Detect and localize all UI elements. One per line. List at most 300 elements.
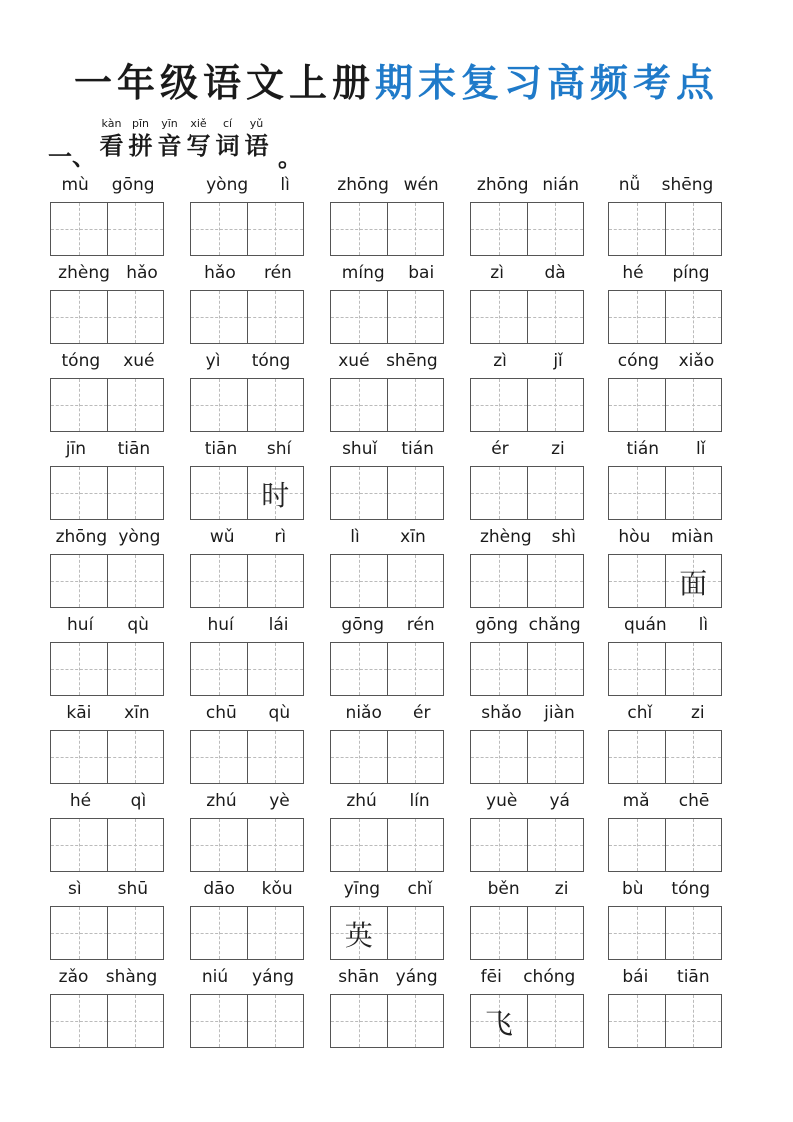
writing-boxes — [330, 730, 444, 784]
title-part-black: 一年级语文上册 — [73, 60, 375, 105]
syllable: yuè — [486, 791, 518, 811]
tianzige-box[interactable] — [51, 291, 108, 343]
exercise-row — [50, 786, 750, 874]
syllable: xīn — [400, 527, 426, 547]
tianzige-box[interactable] — [331, 467, 388, 519]
tianzige-box[interactable] — [471, 731, 528, 783]
word-exercise — [608, 258, 724, 344]
tianzige-box[interactable] — [248, 995, 304, 1047]
exercise-row — [50, 874, 750, 962]
tianzige-box[interactable] — [388, 643, 444, 695]
syllable: hǎo — [204, 263, 236, 283]
syllable: rì — [274, 527, 287, 547]
tianzige-box[interactable] — [528, 203, 584, 255]
tianzige-box[interactable] — [51, 907, 108, 959]
tianzige-box[interactable] — [331, 643, 388, 695]
tianzige-box[interactable] — [331, 291, 388, 343]
title-char-pinyin: yǔ — [249, 117, 264, 130]
tianzige-box[interactable] — [388, 555, 444, 607]
syllable: zi — [690, 703, 705, 723]
tianzige-box[interactable] — [666, 643, 722, 695]
syllable: shēng — [661, 175, 714, 195]
syllable: jiàn — [544, 703, 575, 723]
syllable: hé — [622, 263, 644, 283]
tianzige-box[interactable] — [609, 467, 666, 519]
tianzige-box[interactable] — [388, 467, 444, 519]
exercise-row — [50, 610, 750, 698]
tianzige-box[interactable] — [666, 731, 722, 783]
word-pinyin — [50, 698, 166, 728]
tianzige-box[interactable] — [388, 907, 444, 959]
title-char-hanzi: 词 — [215, 131, 240, 160]
word-exercise — [470, 258, 586, 344]
syllable: chǐ — [407, 879, 433, 899]
writing-boxes — [50, 642, 164, 696]
syllable: yīng — [343, 879, 381, 899]
writing-boxes — [470, 290, 584, 344]
written-char: 英 — [344, 919, 373, 952]
word-exercise — [50, 434, 166, 520]
tianzige-box[interactable] — [51, 731, 108, 783]
tianzige-box[interactable] — [191, 907, 248, 959]
word-pinyin — [470, 610, 586, 640]
title-char-pinyin: yīn — [161, 117, 178, 130]
syllable: zhèng — [58, 263, 110, 283]
word-exercise — [608, 786, 724, 872]
tianzige-box[interactable] — [609, 379, 666, 431]
syllable: zhōng — [337, 175, 389, 195]
tianzige-box[interactable] — [191, 291, 248, 343]
writing-boxes — [330, 554, 444, 608]
writing-boxes — [330, 202, 444, 256]
word-pinyin — [608, 610, 724, 640]
word-exercise — [190, 522, 306, 608]
word-pinyin — [50, 258, 166, 288]
title-char — [185, 117, 212, 161]
word-pinyin — [330, 346, 446, 376]
syllable: cóng — [617, 351, 660, 371]
tianzige-box[interactable] — [471, 819, 528, 871]
word-pinyin — [470, 346, 586, 376]
word-pinyin — [330, 698, 446, 728]
tianzige-box[interactable] — [528, 643, 584, 695]
syllable: huí — [207, 615, 234, 635]
word-exercise — [470, 610, 586, 696]
word-pinyin — [608, 170, 724, 200]
writing-boxes — [330, 290, 444, 344]
title-char — [243, 117, 270, 161]
written-char: 时 — [261, 479, 290, 512]
syllable: rén — [263, 263, 292, 283]
word-pinyin — [50, 610, 166, 640]
syllable: píng — [672, 263, 710, 283]
word-pinyin — [330, 786, 446, 816]
exercise-row — [50, 962, 750, 1050]
tianzige-box[interactable] — [51, 995, 108, 1047]
tianzige-box[interactable] — [388, 291, 444, 343]
word-exercise — [470, 434, 586, 520]
syllable: lì — [280, 175, 290, 195]
word-pinyin — [330, 962, 446, 992]
word-exercise — [608, 170, 724, 256]
writing-boxes — [190, 554, 304, 608]
tianzige-box[interactable] — [248, 819, 304, 871]
tianzige-box[interactable] — [248, 379, 304, 431]
word-exercise — [470, 346, 586, 432]
syllable: zǎo — [58, 967, 89, 987]
title-char-pinyin: kàn — [101, 117, 122, 130]
writing-boxes — [50, 378, 164, 432]
word-pinyin — [470, 874, 586, 904]
writing-boxes — [50, 818, 164, 872]
writing-boxes — [330, 642, 444, 696]
writing-boxes — [608, 642, 722, 696]
title-part-blue: 期末复习高频考点 — [375, 60, 720, 105]
syllable: rén — [406, 615, 435, 635]
written-char: 面 — [679, 567, 708, 600]
tianzige-box[interactable] — [108, 907, 164, 959]
title-char-pinyin: cí — [222, 117, 233, 130]
exercise-row — [50, 258, 750, 346]
writing-boxes — [50, 466, 164, 520]
syllable: jīn — [65, 439, 87, 459]
syllable: zhú — [346, 791, 377, 811]
syllable: yòng — [206, 175, 249, 195]
tianzige-box[interactable] — [609, 995, 666, 1047]
writing-boxes — [190, 290, 304, 344]
tianzige-box[interactable] — [248, 643, 304, 695]
word-pinyin — [608, 786, 724, 816]
writing-boxes — [190, 466, 304, 520]
word-pinyin — [470, 522, 586, 552]
syllable: shì — [551, 527, 577, 547]
writing-boxes — [608, 994, 722, 1048]
word-exercise — [50, 610, 166, 696]
tianzige-box[interactable] — [388, 995, 444, 1047]
syllable: zi — [554, 879, 569, 899]
syllable: xué — [123, 351, 155, 371]
syllable: wén — [403, 175, 439, 195]
syllable: yáng — [395, 967, 438, 987]
syllable: shān — [338, 967, 380, 987]
syllable: ér — [491, 439, 509, 459]
word-pinyin — [50, 346, 166, 376]
syllable: qù — [127, 615, 149, 635]
word-pinyin — [470, 434, 586, 464]
tianzige-box[interactable] — [388, 819, 444, 871]
word-exercise — [190, 962, 306, 1048]
word-pinyin — [190, 258, 306, 288]
syllable: yáng — [252, 967, 295, 987]
word-pinyin — [50, 786, 166, 816]
word-pinyin — [330, 170, 446, 200]
word-exercise — [608, 346, 724, 432]
syllable: tiān — [117, 439, 151, 459]
syllable: qù — [268, 703, 291, 723]
word-pinyin — [50, 170, 166, 200]
word-pinyin — [190, 698, 306, 728]
writing-boxes — [470, 466, 584, 520]
tianzige-box[interactable] — [248, 291, 304, 343]
tianzige-box[interactable] — [248, 203, 304, 255]
tianzige-box[interactable] — [331, 819, 388, 871]
exercise-row — [50, 698, 750, 786]
tianzige-box[interactable] — [609, 643, 666, 695]
tianzige-box[interactable] — [331, 555, 388, 607]
writing-boxes — [330, 994, 444, 1048]
tianzige-box[interactable] — [388, 203, 444, 255]
tianzige-box[interactable] — [666, 379, 722, 431]
word-exercise — [608, 434, 724, 520]
title-char — [156, 117, 183, 161]
syllable: lì — [350, 527, 360, 547]
word-pinyin — [470, 698, 586, 728]
writing-boxes — [190, 378, 304, 432]
word-pinyin — [190, 522, 306, 552]
tianzige-box[interactable] — [331, 907, 388, 959]
tianzige-box[interactable] — [108, 819, 164, 871]
tianzige-box[interactable] — [51, 467, 108, 519]
tianzige-box[interactable] — [471, 555, 528, 607]
writing-boxes — [608, 202, 722, 256]
tianzige-box[interactable] — [609, 555, 666, 607]
tianzige-box[interactable] — [528, 731, 584, 783]
tianzige-box[interactable] — [471, 291, 528, 343]
word-pinyin — [330, 258, 446, 288]
word-pinyin — [608, 874, 724, 904]
tianzige-box[interactable] — [471, 203, 528, 255]
tianzige-box[interactable] — [388, 731, 444, 783]
writing-boxes — [470, 818, 584, 872]
tianzige-box[interactable] — [609, 907, 666, 959]
tianzige-box[interactable] — [331, 203, 388, 255]
syllable: zì — [493, 351, 507, 371]
syllable: yá — [549, 791, 570, 811]
writing-boxes — [470, 554, 584, 608]
tianzige-box[interactable] — [471, 379, 528, 431]
word-pinyin — [190, 170, 306, 200]
tianzige-box[interactable] — [248, 731, 304, 783]
word-exercise — [330, 170, 446, 256]
word-pinyin — [190, 610, 306, 640]
writing-boxes — [50, 994, 164, 1048]
writing-boxes — [50, 290, 164, 344]
word-exercise — [470, 962, 586, 1048]
tianzige-box[interactable] — [108, 643, 164, 695]
tianzige-box[interactable] — [108, 467, 164, 519]
syllable: shǎo — [481, 703, 522, 723]
syllable: bai — [408, 263, 435, 283]
word-exercise — [50, 786, 166, 872]
tianzige-box[interactable] — [471, 995, 528, 1047]
word-exercise — [50, 962, 166, 1048]
tianzige-box[interactable] — [528, 467, 584, 519]
syllable: chǐ — [627, 703, 653, 723]
word-exercise — [50, 698, 166, 784]
word-exercise — [470, 698, 586, 784]
syllable: chū — [205, 703, 237, 723]
syllable: shí — [266, 439, 292, 459]
word-pinyin — [470, 962, 586, 992]
tianzige-box[interactable] — [388, 379, 444, 431]
tianzige-box[interactable] — [528, 555, 584, 607]
writing-boxes — [608, 818, 722, 872]
syllable: míng — [341, 263, 385, 283]
tianzige-box[interactable] — [666, 467, 722, 519]
syllable: niú — [201, 967, 229, 987]
tianzige-box[interactable] — [471, 643, 528, 695]
writing-boxes — [190, 642, 304, 696]
tianzige-box[interactable] — [331, 731, 388, 783]
syllable: zì — [490, 263, 504, 283]
writing-boxes — [50, 554, 164, 608]
writing-boxes — [190, 202, 304, 256]
syllable: hòu — [618, 527, 651, 547]
tianzige-box[interactable] — [609, 203, 666, 255]
word-pinyin — [608, 346, 724, 376]
writing-boxes — [330, 466, 444, 520]
writing-boxes — [608, 906, 722, 960]
word-pinyin — [608, 698, 724, 728]
tianzige-box[interactable] — [666, 907, 722, 959]
tianzige-box[interactable] — [666, 819, 722, 871]
tianzige-box[interactable] — [191, 467, 248, 519]
writing-boxes — [608, 730, 722, 784]
syllable: tóng — [61, 351, 101, 371]
tianzige-box[interactable] — [528, 819, 584, 871]
tianzige-box[interactable] — [666, 203, 722, 255]
syllable: niǎo — [345, 703, 382, 723]
tianzige-box[interactable] — [191, 819, 248, 871]
word-pinyin — [470, 170, 586, 200]
syllable: jǐ — [553, 351, 563, 371]
word-exercise — [190, 434, 306, 520]
exercise-row — [50, 346, 750, 434]
writing-boxes — [50, 202, 164, 256]
tianzige-box[interactable] — [108, 203, 164, 255]
tianzige-box[interactable] — [528, 907, 584, 959]
word-exercise — [608, 962, 724, 1048]
writing-boxes — [330, 906, 444, 960]
tianzige-box[interactable] — [331, 995, 388, 1047]
word-pinyin — [50, 434, 166, 464]
tianzige-box[interactable] — [51, 819, 108, 871]
word-exercise — [330, 962, 446, 1048]
syllable: zhú — [206, 791, 237, 811]
word-exercise — [470, 170, 586, 256]
tianzige-box[interactable] — [191, 555, 248, 607]
word-exercise — [190, 610, 306, 696]
title-char-hanzi: 看 — [99, 131, 124, 160]
word-pinyin — [190, 434, 306, 464]
writing-boxes — [470, 906, 584, 960]
tianzige-box[interactable] — [191, 643, 248, 695]
syllable: bù — [621, 879, 644, 899]
exercise-row — [50, 170, 750, 258]
syllable: dà — [544, 263, 566, 283]
writing-boxes — [470, 202, 584, 256]
word-pinyin — [470, 258, 586, 288]
syllable: lín — [409, 791, 430, 811]
tianzige-box[interactable] — [609, 731, 666, 783]
tianzige-box[interactable] — [528, 291, 584, 343]
word-pinyin — [608, 962, 724, 992]
tianzige-box[interactable] — [108, 555, 164, 607]
syllable: kǒu — [261, 879, 293, 899]
syllable: zhèng — [479, 527, 532, 547]
tianzige-box[interactable] — [51, 203, 108, 255]
word-pinyin — [50, 962, 166, 992]
tianzige-box[interactable] — [248, 555, 304, 607]
tianzige-box[interactable] — [108, 379, 164, 431]
syllable: mù — [61, 175, 89, 195]
tianzige-box[interactable] — [51, 555, 108, 607]
syllable: shēng — [386, 351, 438, 371]
title-char-hanzi: 语 — [244, 131, 269, 160]
tianzige-box[interactable] — [331, 379, 388, 431]
tianzige-box[interactable] — [609, 291, 666, 343]
tianzige-box[interactable] — [666, 555, 722, 607]
syllable: gōng — [111, 175, 155, 195]
tianzige-box[interactable] — [666, 291, 722, 343]
page-title — [0, 52, 793, 107]
tianzige-box[interactable] — [108, 731, 164, 783]
word-pinyin — [330, 610, 446, 640]
word-exercise — [330, 346, 446, 432]
word-exercise — [190, 698, 306, 784]
writing-boxes — [470, 994, 584, 1048]
word-exercise — [330, 434, 446, 520]
syllable: quán — [623, 615, 667, 635]
tianzige-box[interactable] — [191, 203, 248, 255]
syllable: shàng — [105, 967, 158, 987]
syllable: tiān — [204, 439, 238, 459]
syllable: chóng — [523, 967, 576, 987]
title-char-hanzi: 写 — [186, 131, 211, 160]
tianzige-box[interactable] — [108, 995, 164, 1047]
word-exercise — [190, 170, 306, 256]
tianzige-box[interactable] — [528, 995, 584, 1047]
tianzige-box[interactable] — [471, 907, 528, 959]
tianzige-box[interactable] — [191, 379, 248, 431]
tianzige-box[interactable] — [666, 995, 722, 1047]
writing-boxes — [608, 290, 722, 344]
syllable: ér — [412, 703, 431, 723]
tianzige-box[interactable] — [191, 731, 248, 783]
syllable: miàn — [671, 527, 714, 547]
tianzige-box[interactable] — [471, 467, 528, 519]
syllable: zhōng — [476, 175, 529, 195]
tianzige-box[interactable] — [248, 467, 304, 519]
tianzige-box[interactable] — [609, 819, 666, 871]
word-pinyin — [470, 786, 586, 816]
tianzige-box[interactable] — [108, 291, 164, 343]
word-exercise — [50, 258, 166, 344]
syllable: fēi — [480, 967, 502, 987]
word-pinyin — [330, 874, 446, 904]
tianzige-box[interactable] — [248, 907, 304, 959]
tianzige-box[interactable] — [51, 379, 108, 431]
tianzige-box[interactable] — [191, 995, 248, 1047]
tianzige-box[interactable] — [51, 643, 108, 695]
syllable: tiān — [677, 967, 710, 987]
word-exercise — [330, 786, 446, 872]
syllable: nián — [542, 175, 580, 195]
exercise-row — [50, 434, 750, 522]
tianzige-box[interactable] — [528, 379, 584, 431]
written-char: 飞 — [484, 1007, 513, 1040]
syllable: gōng — [341, 615, 385, 635]
